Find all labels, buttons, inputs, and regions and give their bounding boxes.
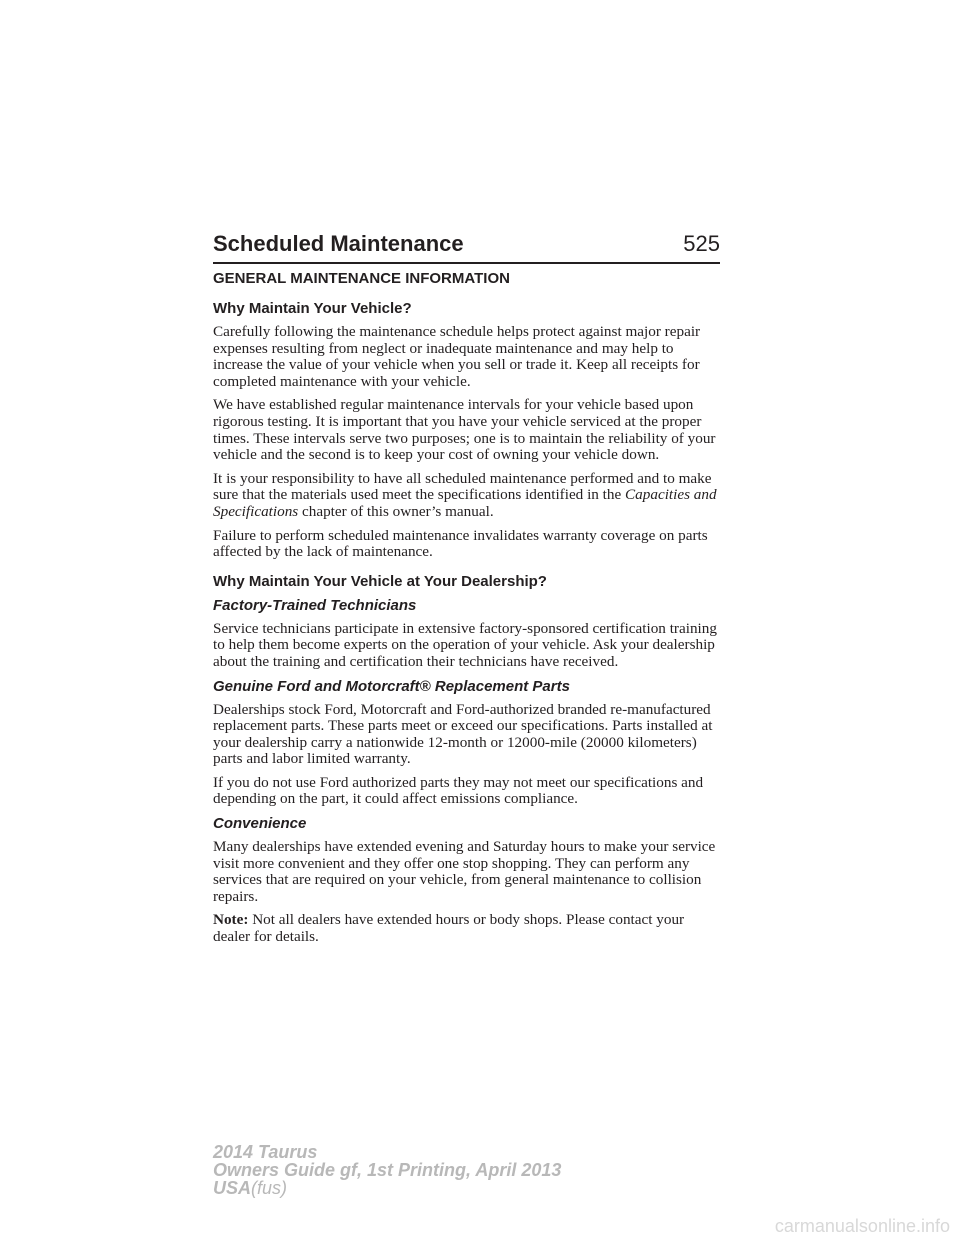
technicians-heading: Factory-Trained Technicians — [213, 596, 417, 614]
chapter-title: Scheduled Maintenance — [213, 231, 464, 256]
responsibility-text-end: chapter of this owner’s manual. — [302, 502, 494, 520]
responsibility-text: It is your responsibility to have all scheduled maintenance performed and to make sure that the materials used meet the specifications identified in the — [213, 469, 712, 504]
footer-model: 2014 Taurus — [213, 1142, 318, 1162]
parts-paragraph-1: Dealerships stock Ford, Motorcraft and Ford-authorized branded re-manufactured replacement parts. These parts meet or exceed our specifications. Parts installed at your dealership carry a nationwide 12-month or 12000-mile (20000 kilometers) parts and labor limited warranty. — [213, 700, 713, 768]
note-paragraph — [213, 912, 721, 945]
technicians-paragraph: Service technicians participate in extensive factory-sponsored certification training to help them become experts on the operation of your vehicle. Ask your dealership about the training and certification their technicians have received. — [213, 619, 717, 670]
dealership-heading: Why Maintain Your Vehicle at Your Dealership? — [213, 572, 547, 590]
chapter-reference: Capacities and Specifications — [213, 486, 717, 520]
section-title: GENERAL MAINTENANCE INFORMATION — [213, 270, 510, 287]
footer-edition: Owners Guide gf, 1st Printing, April 2013 — [213, 1160, 562, 1180]
page-header — [213, 224, 720, 264]
footer-region — [213, 1179, 561, 1197]
convenience-paragraph: Many dealerships have extended evening and Saturday hours to make your service visit more convenient and they offer one stop shopping. They can perform any services that are required on your vehicle, from general maintenance to collision repairs. — [213, 838, 716, 905]
why-maintain-paragraph-1: Carefully following the maintenance schedule helps protect against major repair expenses resulting from neglect or inadequate maintenance and may help to increase the value of your vehicle when you sell or trade it. Keep all receipts for completed maintenance with your vehicle. — [213, 323, 701, 390]
convenience-heading: Convenience — [213, 815, 307, 833]
page-number: 525 — [683, 231, 720, 256]
watermark: carmanualsonline.info — [774, 1216, 950, 1236]
why-maintain-paragraph-2: We have established regular maintenance intervals for your vehicle based upon rigorous testing. It is important that you have your vehicle serviced at the proper times. These intervals serve two purposes; one is to maintain the reliability of your vehicle and the second is to keep your cost of owning your vehicle down. — [213, 396, 716, 464]
parts-heading: Genuine Ford and Motorcraft® Replacement Parts — [213, 677, 570, 695]
note-label: Note: — [213, 911, 249, 929]
why-maintain-paragraph-4: Failure to perform scheduled maintenance invalidates warranty coverage on parts affected by the lack of maintenance. — [213, 526, 708, 561]
print-footer — [213, 1143, 561, 1197]
note-text: Not all dealers have extended hours or body shops. Please contact your dealer for details. — [213, 911, 685, 946]
footer-region-code: (fus) — [251, 1178, 288, 1198]
page-content — [213, 270, 721, 953]
why-maintain-paragraph-3 — [213, 471, 721, 521]
footer-region-main: USA — [213, 1178, 252, 1198]
parts-paragraph-2: If you do not use Ford authorized parts they may not meet our specifications and depending on the part, it could affect emissions compliance. — [213, 773, 704, 808]
why-maintain-heading: Why Maintain Your Vehicle? — [213, 300, 412, 317]
